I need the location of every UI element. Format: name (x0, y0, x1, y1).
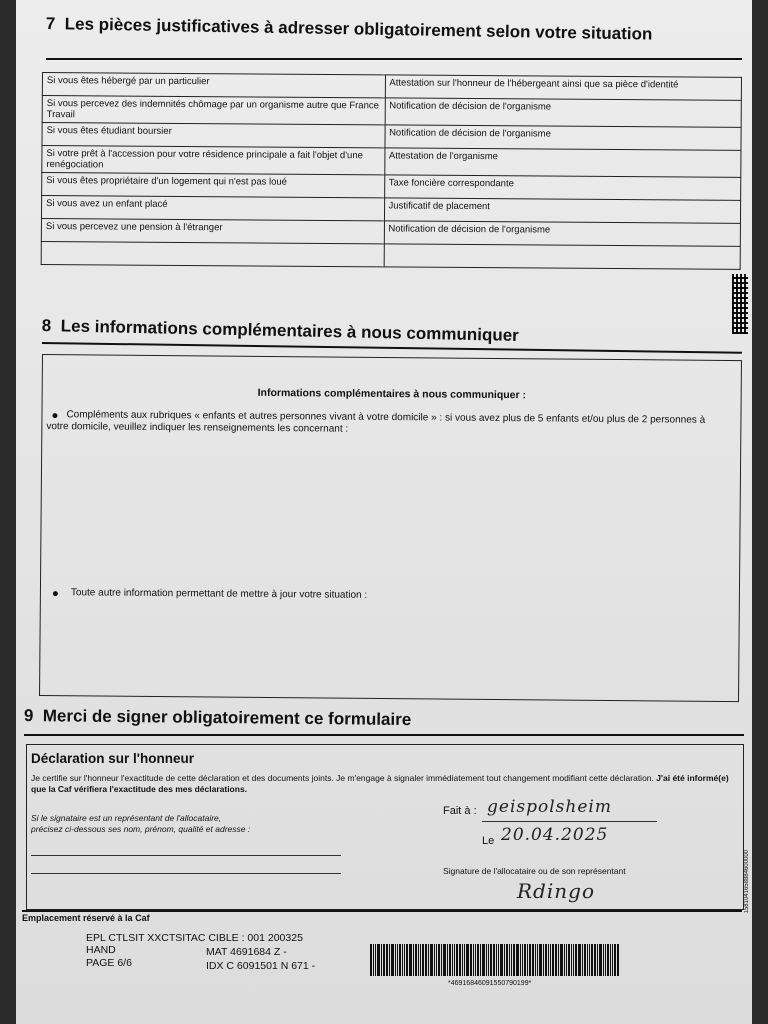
barcode-bar (504, 944, 505, 976)
barcode-bar (482, 944, 485, 976)
barcode-bar (614, 944, 616, 976)
barcode-bar (571, 944, 572, 976)
footer-rule (22, 910, 742, 912)
declaration-text-part2: J'ai été informé(e) que la Caf vérifiera l'exactitude des mes déclarations. (31, 773, 729, 794)
piece-cell: Justificatif de placement (384, 198, 741, 223)
declaration-title: Déclaration sur l'honneur (31, 751, 194, 766)
barcode-bar (480, 944, 481, 976)
barcode-bar (377, 944, 380, 976)
barcode-bar (475, 944, 476, 976)
section-7-title-text: Les pièces justificatives à adresser obligatoirement selon votre situation (64, 14, 653, 44)
section-9-title (24, 706, 664, 732)
barcode-bar (422, 944, 424, 976)
barcode-bar (550, 944, 551, 976)
barcode-bar (545, 944, 547, 976)
bullet-dot (53, 591, 58, 596)
barcode-bar (406, 944, 408, 976)
situation-cell (41, 241, 384, 266)
barcode-bar (537, 944, 538, 976)
barcode-bar (617, 944, 619, 976)
barcode-bar (594, 944, 596, 976)
barcode-bar (425, 944, 427, 976)
barcode-bar (420, 944, 421, 976)
barcode-bar (418, 944, 419, 976)
signature-label: Signature de l'allocataire ou de son représentant (443, 866, 626, 876)
barcode-bar (522, 944, 523, 976)
piece-cell: Notification de décision de l'organisme (385, 98, 742, 127)
barcode-bar (520, 944, 521, 976)
situation-cell: Si vous percevez une pension à l'étranger (41, 218, 384, 243)
barcode-bar (386, 944, 388, 976)
signature: Rdingo (517, 879, 595, 903)
section-7-rule (46, 58, 742, 60)
qr-code (732, 274, 748, 334)
barcode-bar (498, 944, 499, 976)
barcode-bar (599, 944, 602, 976)
complementary-info-box (39, 354, 742, 702)
barcode-bar (573, 944, 574, 976)
barcode-bar (447, 944, 448, 976)
barcode-bar (564, 944, 565, 976)
section-7-number: 7 (45, 14, 56, 34)
barcode-text: *469168460915507901​99* (448, 980, 532, 987)
barcode-bar (452, 944, 453, 976)
date-label: Le (482, 835, 495, 847)
piece-cell: Attestation de l'organisme (384, 148, 741, 177)
footer-line-1: EPL CTLSIT XXCTSITAC CIBLE : 001 200325 (86, 932, 303, 944)
barcode-bar (454, 944, 455, 976)
complementary-info-box-title: Informations complémentaires à nous communiquer : (257, 386, 527, 402)
barcode-bar (438, 944, 440, 976)
barcode-bar (404, 944, 405, 976)
barcode-bar (399, 944, 401, 976)
barcode-bar (578, 944, 581, 976)
barcode-bar (443, 944, 446, 976)
barcode-bar (490, 944, 492, 976)
barcode-bar (591, 944, 593, 976)
barcode-bar (524, 944, 526, 976)
barcode-bar (462, 944, 463, 976)
situation-cell: Si vous percevez des indemnités chômage par un organisme autre que France Travail (42, 96, 385, 125)
barcode-bar (568, 944, 570, 976)
barcode-bar (395, 944, 396, 976)
barcode-bar (473, 944, 474, 976)
form-page (16, 0, 752, 1024)
barcode-bar (413, 944, 414, 976)
barcode-bar (597, 944, 598, 976)
barcode-bar (539, 944, 542, 976)
barcode-bar (373, 944, 374, 976)
barcode-bar (555, 944, 557, 976)
piece-cell (384, 244, 741, 269)
barcode-bar (612, 944, 613, 976)
piece-cell: Attestation sur l'honneur de l'hébergeant ainsi que sa pièce d'identité (385, 75, 742, 100)
section-7-title (46, 14, 686, 44)
footer-line-3b: IDX C 6091501 N 671 - (206, 960, 316, 972)
barcode-bar (500, 944, 503, 976)
barcode-bar (428, 944, 429, 976)
section-9-title-text: Merci de signer obligatoirement ce formulaire (42, 706, 412, 730)
footer-line-2a: HAND (86, 944, 116, 956)
barcode-bar (409, 944, 412, 976)
barcode-bar (566, 944, 567, 976)
section-8-title-text: Les informations complémentaires à nous communiquer (60, 316, 519, 345)
table-row (41, 241, 740, 269)
barcode-bar (509, 944, 510, 976)
barcode-bar (464, 944, 465, 976)
date-value: 20.04.2025 (501, 825, 609, 845)
barcode-bar (493, 944, 495, 976)
barcode-bar (543, 944, 544, 976)
barcode-bar (584, 944, 586, 976)
representative-line-1 (31, 855, 341, 856)
section-9-rule (24, 734, 744, 736)
barcode-bar (370, 944, 372, 976)
representative-note-line2: précisez ci-dessous ses nom, prénom, qualité et adresse : (31, 824, 251, 834)
barcode-bar (496, 944, 497, 976)
barcode-bar (486, 944, 487, 976)
representative-note (31, 813, 250, 835)
barcode-bar (456, 944, 458, 976)
barcode-bar (552, 944, 554, 976)
situation-cell: Si votre prêt à l'accession pour votre résidence principale a fait l'objet d'une renégociation (42, 146, 385, 175)
barcode-bar (389, 944, 390, 976)
declaration-text-part1: Je certifie sur l'honneur l'exactitude de cette déclaration et des documents joints. Je m'engage à signaler immédiatement tout changement modifiant cette déclaration. (31, 773, 657, 783)
fait-value: geispolsheim (487, 797, 612, 817)
piece-cell: Notification de décision de l'organisme (384, 125, 741, 150)
justificatifs-table (41, 72, 742, 270)
barcode-bar (587, 944, 588, 976)
barcode-bar (527, 944, 528, 976)
barcode-bar (575, 944, 577, 976)
barcode-bar (477, 944, 479, 976)
barcode-bar (449, 944, 451, 976)
barcode-bar (459, 944, 461, 976)
barcode-bar (610, 944, 611, 976)
autre-information-text: Toute autre information permettant de mettre à jour votre situation : (70, 587, 368, 601)
barcode-bar (375, 944, 376, 976)
barcode-bar (548, 944, 549, 976)
declaration-text (31, 773, 737, 795)
barcode-bar (488, 944, 489, 976)
barcode-bar (436, 944, 437, 976)
barcode-bar (381, 944, 382, 976)
complements-enfants-text: Compléments aux rubriques « enfants et autres personnes vivant à votre domicile » : si vous avez plus de 5 enfants et/ou plus de 2 personnes à votre domicile, veuillez indiquer les renseignements les concernant : (46, 409, 706, 435)
barcode-bar (582, 944, 583, 976)
barcode-bar (383, 944, 385, 976)
barcode-bar (605, 944, 606, 976)
barcode-bar (589, 944, 590, 976)
barcode-bar (532, 944, 534, 976)
footer-line-3a: PAGE 6/6 (86, 957, 132, 969)
fait-label: Fait à : (443, 805, 477, 817)
barcode-bar (430, 944, 433, 976)
declaration-box (26, 744, 744, 910)
situation-cell: Si vous êtes propriétaire d'un logement qui n'est pas loué (42, 173, 385, 198)
barcode-bar (529, 944, 531, 976)
barcode-bar (603, 944, 604, 976)
barcode-bar (402, 944, 403, 976)
situation-cell: Si vous avez un enfant placé (41, 196, 384, 221)
barcode-bar (511, 944, 512, 976)
barcode-bar (506, 944, 508, 976)
barcode-bar (470, 944, 472, 976)
barcode (370, 944, 718, 976)
barcode-bar (434, 944, 435, 976)
fait-line (482, 821, 657, 822)
barcode-bar (391, 944, 394, 976)
piece-cell: Taxe foncière correspondante (384, 175, 741, 200)
footer-line-2b: MAT 4691684 Z - (206, 946, 287, 958)
section-8-number: 8 (41, 316, 52, 336)
barcode-bar (441, 944, 442, 976)
representative-note-line1: Si le signataire est un représentant de l'allocataire, (31, 813, 222, 823)
barcode-bar (513, 944, 515, 976)
barcode-bar (607, 944, 609, 976)
barcode-bar (466, 944, 469, 976)
section-9-number: 9 (23, 706, 34, 726)
barcode-bar (535, 944, 536, 976)
barcode-bar (558, 944, 559, 976)
barcode-bar (516, 944, 519, 976)
representative-line-2 (31, 873, 341, 874)
situation-cell: Si vous êtes étudiant boursier (42, 123, 385, 148)
reserved-label: Emplacement réservé à la Caf (22, 913, 150, 923)
piece-cell: Notification de décision de l'organisme (384, 221, 741, 246)
barcode-bar (415, 944, 417, 976)
barcode-bar (560, 944, 563, 976)
barcode-bar (397, 944, 398, 976)
situation-cell: Si vous êtes hébergé par un particulier (42, 73, 385, 98)
side-code: 1581041658884600000 (744, 850, 750, 914)
